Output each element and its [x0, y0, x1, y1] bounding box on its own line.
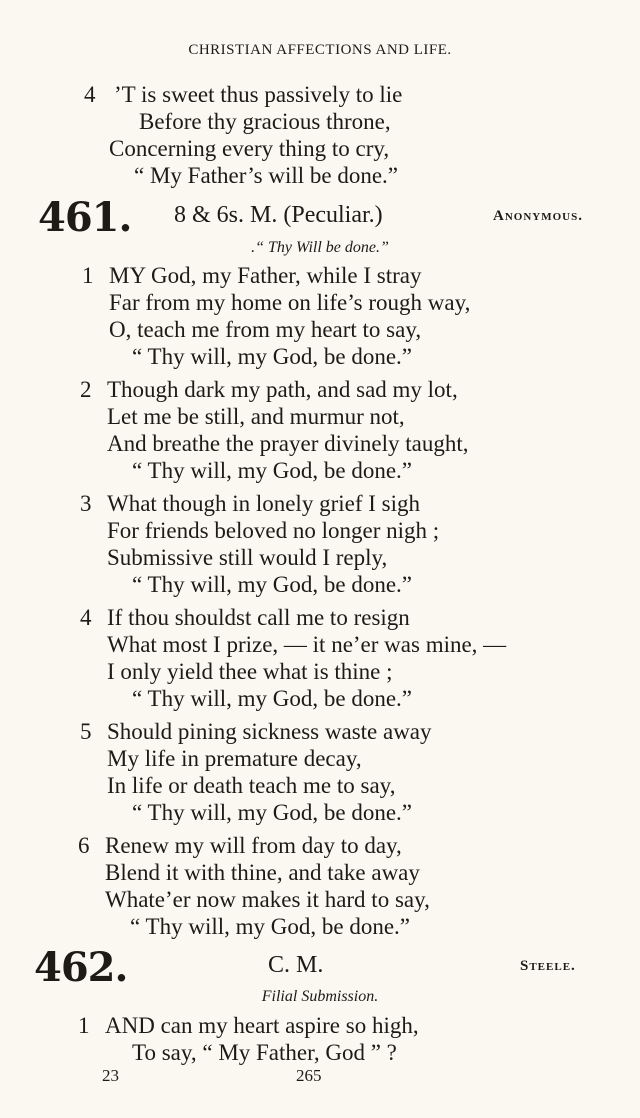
stanza-number: 6	[78, 833, 90, 858]
verse-line: Before thy gracious throne,	[139, 109, 391, 134]
verse-line: Should pining sickness waste away	[107, 719, 432, 744]
verse-line: What most I prize, — it ne’er was mine, —	[107, 632, 507, 657]
verse-line: Renew my will from day to day,	[105, 833, 402, 858]
verse-line: “ My Father’s will be done.”	[134, 163, 399, 188]
verse-line: “ Thy will, my God, be done.”	[132, 572, 412, 597]
page-number: 265	[296, 1066, 322, 1085]
verse-line: If thou shouldst call me to resign	[107, 605, 410, 630]
verse-line: In life or death teach me to say,	[107, 773, 396, 798]
verse-line: To say, “ My Father, God ” ?	[132, 1040, 397, 1065]
stanza-number: 2	[80, 377, 92, 402]
verse-line: AND can my heart aspire so high,	[105, 1013, 419, 1038]
stanza-number: 1	[78, 1013, 90, 1038]
verse-line: What though in lonely grief I sigh	[107, 491, 420, 516]
verse-line: “ Thy will, my God, be done.”	[132, 800, 412, 825]
verse-line: “ Thy will, my God, be done.”	[130, 914, 410, 939]
verse-line: Let me be still, and murmur not,	[107, 404, 405, 429]
verse-line: O, teach me from my heart to say,	[109, 317, 422, 342]
verse-line: Concerning every thing to cry,	[109, 136, 390, 161]
hymn-number: 462.	[34, 944, 128, 991]
hymn-author: Steele.	[520, 958, 576, 974]
hymn-number: 461.	[38, 194, 132, 241]
running-header: CHRISTIAN AFFECTIONS AND LIFE.	[188, 42, 452, 58]
hymn-meter: 8 & 6s. M. (Peculiar.)	[174, 202, 383, 228]
verse-line: Whate’er now makes it hard to say,	[105, 887, 430, 912]
verse-line: “ Thy will, my God, be done.”	[132, 344, 412, 369]
signature-mark: 23	[102, 1066, 119, 1085]
verse-line: I only yield thee what is thine ;	[107, 659, 393, 684]
stanza-number: 4	[84, 82, 96, 107]
verse-line: MY God, my Father, while I stray	[109, 263, 422, 288]
hymn-author: Anonymous.	[493, 208, 583, 224]
verse-line: And breathe the prayer divinely taught,	[107, 431, 469, 456]
verse-line: ’T is sweet thus passively to lie	[114, 82, 403, 107]
hymn-subtitle: Filial Submission.	[261, 988, 379, 1005]
verse-line: Though dark my path, and sad my lot,	[107, 377, 458, 402]
stanza-number: 1	[82, 263, 94, 288]
verse-line: Submissive still would I reply,	[107, 545, 388, 570]
hymn-meter: C. M.	[268, 952, 324, 978]
stanza-number: 3	[80, 491, 92, 516]
verse-line: Far from my home on life’s rough way,	[109, 290, 471, 315]
verse-line: “ Thy will, my God, be done.”	[132, 458, 412, 483]
verse-line: “ Thy will, my God, be done.”	[132, 686, 412, 711]
stanza-number: 4	[80, 605, 92, 630]
verse-line: My life in premature decay,	[107, 746, 362, 771]
hymn-subtitle: .“ Thy Will be done.”	[251, 239, 389, 256]
verse-line: Blend it with thine, and take away	[105, 860, 420, 885]
verse-line: For friends beloved no longer nigh ;	[107, 518, 440, 543]
stanza-number: 5	[80, 719, 92, 744]
